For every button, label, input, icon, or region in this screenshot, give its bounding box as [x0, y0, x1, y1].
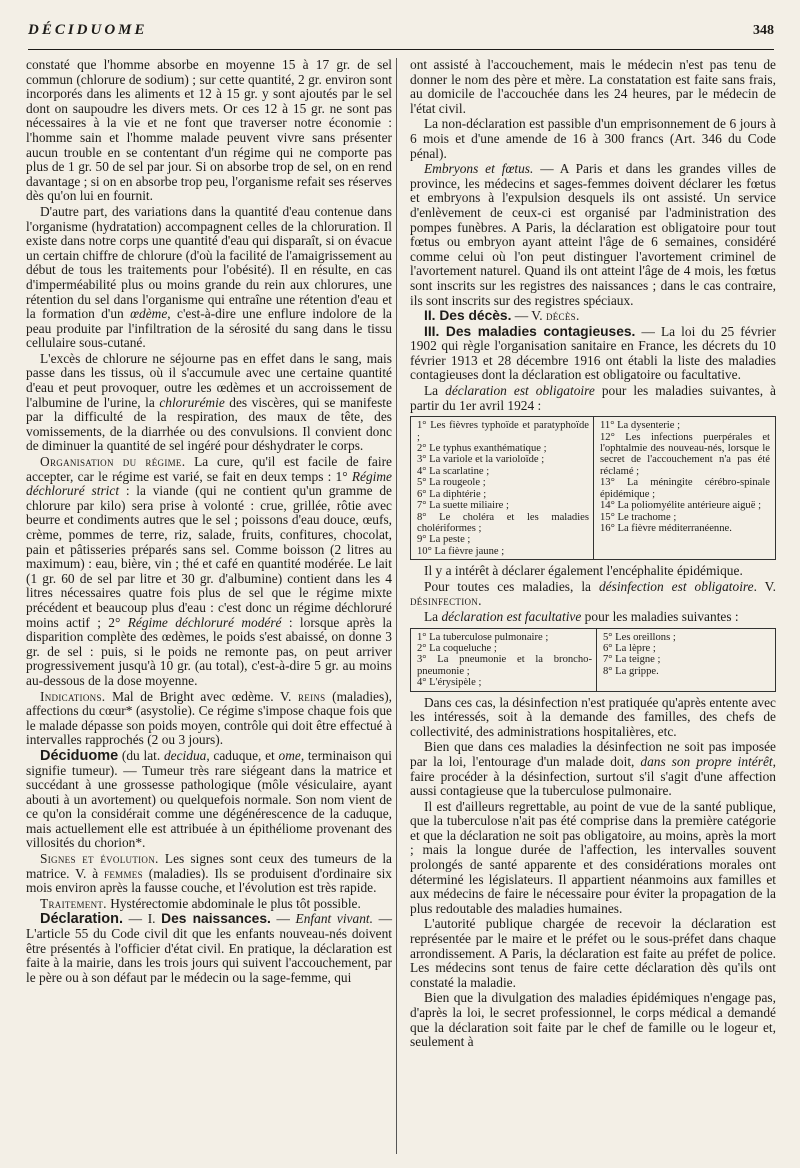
- paragraph: L'excès de chlorure ne séjourne pas en effet dans le sang, mais passe dans les tissus, où il s'accumule avec une certaine quantité d'eau et peut provoquer, outre les œdèmes et un accroissement de l'albumine de l'urine, la chlorurémie des viscères, qui se manifeste par la difficulté de la respiration, des maux de tête, des vomissements, de la diarrhée ou des convulsions. Il convient donc de diminuer la quantité de sel ingéré pour déshydrater le corps.: [26, 350, 392, 454]
- subsection-title: Des naissances.: [161, 911, 271, 927]
- entry-headword: Déclaration.: [40, 911, 123, 928]
- list-item: 11° La dysenterie ;: [600, 420, 681, 432]
- cross-reference: désinfection: [410, 593, 479, 609]
- list-item: 4° La scarlatine ;: [417, 465, 490, 477]
- list-item: 7° La teigne ;: [603, 654, 661, 666]
- subsection-title: III. Des maladies contagieuses.: [424, 323, 636, 339]
- cross-reference: reins: [297, 688, 326, 704]
- list-item: 1° Les fièvres typhoïde et paratyphoïde ;: [417, 420, 589, 443]
- section-label: Organisation du régime.: [40, 454, 186, 470]
- list-item: 8° Le choléra et les maladies cholériformes ;: [417, 511, 589, 534]
- list-item: 7° La suette miliaire ;: [417, 500, 509, 512]
- paragraph: La non-déclaration est passible d'un emprisonnement de 6 jours à 6 mois et d'une amende de 16 à 300 francs (Art. 346 du Code pénal).: [410, 116, 776, 161]
- header-rule: [28, 49, 774, 50]
- box-column: [411, 629, 596, 691]
- list-item: 10° La fièvre jaune ;: [417, 545, 505, 557]
- paragraph: Pour toutes ces maladies, la désinfection est obligatoire. V. désinfection.: [410, 578, 776, 609]
- entry-declaration: Déclaration. — I. Des naissances. — Enfant vivant. — L'article 55 du Code civil dit que les enfants nouveau-nés doivent être présentés à l'officier d'état civil. En pratique, la déclaration est faite à la mairie, dans les trois jours qui suivent l'accouchement, par le père ou à son défaut par le médecin ou la sage-femme, qui: [26, 911, 393, 985]
- paragraph: L'autorité publique chargée de recevoir la déclaration est représentée par le maire et le préfet ou le sous-préfet dans chaque arrondissement. A Paris, la déclaration est faite au préfet de police. Les médecins sont tenus de faire cette déclaration dès qu'ils ont constaté la maladie.: [410, 916, 776, 990]
- list-item: 3° La variole et la varioloïde ;: [417, 454, 545, 466]
- section-label: Indications.: [40, 688, 106, 704]
- list-item: 12° Les infections puerpérales et l'ophtalmie des nouveau-nés, lorsque le secret de l'accouchement n'a pas été réclamé ;: [600, 431, 770, 477]
- box-column: [596, 629, 717, 691]
- running-title: DÉCIDUOME: [28, 22, 148, 38]
- list-item: 6° La diphtérie ;: [417, 488, 487, 500]
- list-item: 8° La grippe.: [603, 665, 659, 677]
- list-item: 5° Les oreillons ;: [603, 631, 676, 643]
- cross-reference: femmes: [104, 865, 143, 881]
- box-column: [593, 417, 774, 559]
- list-item: 1° La tuberculose pulmonaire ;: [417, 631, 549, 643]
- paragraph: Il est d'ailleurs regrettable, au point de vue de la santé publique, que la tuberculose n'ait pas été comprise dans la première catégorie et que la déclaration ne soit pas obligatoire, au moins, après la mort ; mais la longue durée de l'affection, les intervalles souvent prolongés de santé apparente et des considérations morales ont déterminé les législateurs. Il appartient néanmoins aux familles et aux médecins de faire le nécessaire pour éviter la propagation de la plus redoutable des maladies humaines.: [410, 798, 776, 916]
- signes-paragraph: Signes et évolution. Les signes sont ceux des tumeurs de la matrice. V. à femmes (maladies). Ils se produisent d'ordinaire six mois environ après la fausse couche, et l'évolution est très rapide.: [26, 851, 392, 896]
- page-number: 348: [753, 23, 774, 38]
- section-label: Signes et évolution.: [40, 851, 159, 867]
- list-item: 2° Le typhus exanthématique ;: [417, 443, 547, 455]
- section-label: Traitement.: [40, 895, 107, 911]
- paragraph: La déclaration est facultative pour les maladies suivantes :: [424, 608, 739, 624]
- paragraph: D'autre part, des variations dans la quantité d'eau contenue dans l'organisme (hydratation) accompagnent celles de la chloruration. Il existe dans notre corps une quantité d'eau qui disparaît, si on évacue un certain chiffre de chlorure (d'où la facilité de l'amaigrissement au début de tous les traitements pour l'obésité). Il en résulte, en cas d'imperméabilité plus ou moins grande du rein aux chlorures, une rétention du sel dans l'organisme qui entraîne une rétention d'eau et la formation d'un œdème, c'est-à-dire une enflure indolore de la peau produite par l'infiltration de la sérosité du sang dans le tissu cellulaire sous-cutané.: [26, 203, 392, 351]
- facultative-diseases-box: [410, 628, 776, 692]
- list-item: 15° Le trachome ;: [600, 511, 677, 523]
- list-item: 6° La lèpre ;: [603, 642, 656, 654]
- list-item: 4° L'érysipèle ;: [417, 677, 482, 689]
- paragraph: La déclaration est obligatoire pour les maladies suivantes, à partir du 1er avril 1924 :: [410, 383, 776, 413]
- paragraph: Bien que dans ces maladies la désinfection ne soit pas imposée par la loi, l'entourage d'un malade doit, dans son propre intérêt, faire procéder à la désinfection, surtout s'il s'agit d'une affection aussi contagieuse que la tuberculose pulmonaire.: [410, 739, 776, 799]
- left-column: [26, 58, 392, 986]
- entry-headword: Déciduome: [40, 747, 119, 764]
- column-divider: [396, 58, 397, 1154]
- box-column: [411, 417, 593, 559]
- right-column: [410, 58, 776, 1051]
- cross-reference: décès: [545, 308, 576, 324]
- paragraph: Il y a intérêt à déclarer également l'encéphalite épidémique.: [424, 563, 743, 579]
- list-item: 2° La coqueluche ;: [417, 642, 497, 654]
- subsection-deces: II. Des décès. — V. décès.: [424, 308, 580, 324]
- regime-paragraph: Organisation du régime. La cure, qu'il est facile de faire accepter, car le régime est varié, se fait en deux temps : 1° Régime déchloruré strict : la viande (qui ne contient qu'un gramme de chlorure par kilo) sera prise à volonté : crue, grillée, rôtie avec beurre et condiments autres que le sel ; poissons d'eau douce, œufs, crème, pommes de terre, riz, salade, fruits, confitures, chocolat, pain et pâtisseries préparés sans sel. Comme boisson (2 litres au maximum) : eau, bière, vin ; thé et café en quantité modérée. Le lait (1 gr. 60 de sel par litre et 30 gr. d'albumine) contient dans les 4 litres nécessaires quatre fois plus de sel que le régime mixte précédent et beaucoup plus d'eau : c'est donc un régime déchloruré moins actif ; 2° Régime déchloruré modéré : lorsque après la disparition complète des œdèmes, le poids s'est abaissé, on donne 3 gr. de sel : puis, si le poids ne remonte pas, on peut arriver progressivement jusqu'à 10 gr. (au total), c'est-à-dire 5 gr. au moins au-dessous de la dose moyenne.: [26, 454, 392, 688]
- traitement-paragraph: Traitement. Hystérectomie abdominale le plus tôt possible.: [40, 895, 361, 911]
- paragraph: Embryons et fœtus. — A Paris et dans les grandes villes de province, les médecins et sages-femmes doivent déclarer les fœtus et embryons à l'expulsion desquels ils ont assisté. Un service d'enlèvement de ceux-ci est organisé par l'administration des pompes funèbres. A Paris, la déclaration est obligatoire pour tout fœtus ou embryon ayant atteint l'âge de 6 semaines, considéré comme celui où l'on peut distinguer l'avortement criminel de l'avortement naturel. Quand ils ont atteint l'âge de 4 mois, les fœtus sont inscrits sur les registres des naissances ; dans le cas contraire, ils sont inscrits sur des registres spéciaux.: [410, 161, 776, 308]
- obligatory-diseases-box: [410, 416, 776, 560]
- subsection-contagieuses: III. Des maladies contagieuses. — La loi du 25 février 1902 qui règle l'organisation sanitaire en France, les décrets du 10 février 1913 et 28 décembre 1916 ont établi la liste des maladies contagieuses dont la déclaration est obligatoire ou facultative.: [410, 323, 776, 383]
- entry-deciduome: Déciduome (du lat. decidua, caduque, et ome, terminaison qui signifie tumeur). — Tumeur très rare siégeant dans la matrice et succédant à une grossesse pathologique (môle vésiculaire, ayant abouti à un avortement) ou quelquefois normale. Son nom vient de ce qu'on la considérait comme une dégénérescence de la caduque, mais actuellement elle est attribuée à un épithéliome provenant des villosités du chorion*.: [26, 747, 392, 851]
- indications-paragraph: Indications. Mal de Bright avec œdème. V. reins (maladies), affections du cœur* (asystolie). Ce régime s'impose chaque fois que le malade dépasse son poids moyen, contrôle qui doit être effectué à intervalles rapprochés (2 ou 3 jours).: [26, 688, 392, 748]
- list-item: 9° La peste ;: [417, 534, 471, 546]
- paragraph: ont assisté à l'accouchement, mais le médecin n'est pas tenu de donner le nom des père et mère. La constatation est faite sans frais, au domicile de l'accouchée dans les 24 heures, par le médecin de l'état civil.: [410, 57, 776, 116]
- paragraph: Bien que la divulgation des maladies épidémiques n'engage pas, d'après la loi, le secret professionnel, le corps médical a demandé que la déclaration soit faite par le chef de famille ou le logeur et, seulement à: [410, 990, 776, 1050]
- list-item: 5° La rougeole ;: [417, 477, 486, 489]
- subsection-title: II. Des décès.: [424, 308, 512, 324]
- list-item: 13° La méningite cérébro-spinale épidémique ;: [600, 477, 770, 500]
- paragraph: constaté que l'homme absorbe en moyenne 15 à 17 gr. de sel commun (chlorure de sodium) ; sur cette quantité, 2 gr. environ sont incorporés dans les aliments et 12 à 15 gr. y sont ajoutés par le sel dont on saupoudre les divers mets. Or ces 12 à 15 gr. ne sont pas nécessaires à la vie et ne font que traverser notre économie : l'homme sain et l'homme malade peuvent vivre sans présenter aucun trouble en se contentant d'un régime qui ne comporte pas plus de 1 gr. 50 de sel par jour. Si on absorbe trop de sel, on en rend davantage ; si on en absorbe trop peu, l'organisme refait ses réserves dès qu'on lui en fournit.: [26, 57, 392, 204]
- list-item: 14° La poliomyélite antérieure aiguë ;: [600, 500, 762, 512]
- list-item: 16° La fièvre méditerranéenne.: [600, 522, 732, 534]
- page-header: [28, 22, 774, 46]
- paragraph: Dans ces cas, la désinfection n'est pratiquée qu'après entente avec les intéressés, soit à la demande des familles, des chefs de collectivité, des administrations hospitalières, etc.: [410, 694, 776, 739]
- list-item: 3° La pneumonie et la broncho-pneumonie ;: [417, 654, 592, 677]
